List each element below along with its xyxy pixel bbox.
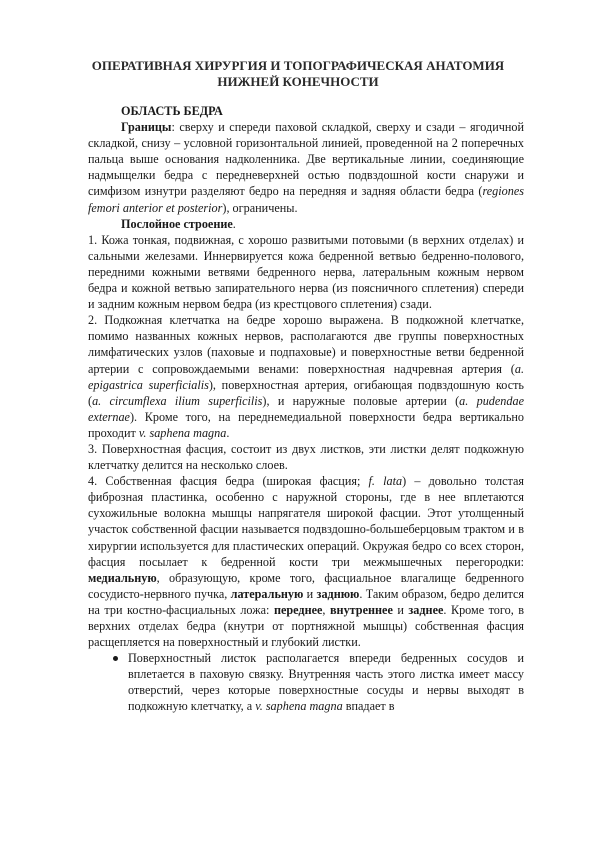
item-4-text-4: и bbox=[303, 586, 317, 601]
item-4-fascia-lata bbox=[88, 473, 524, 650]
list-item bbox=[128, 650, 524, 714]
item-2-latin-4: v. saphena magna bbox=[138, 425, 227, 440]
item-4-text-2: ) – довольно толстая фиброзная пластинка, особенно с наружной стороны, где в нее вплетаются сухожильные волокна мышцы напрягателя широкой фасции. Этот утолщенный участок собственной фасции называется подвздошно-большеберцовым трактом и в хирургии используется для пластических операций. Окружая бедро со всех сторон, фасция посылает к бедренной кости три межмышечных перегородки: bbox=[88, 474, 525, 569]
item-1-skin: 1. Кожа тонкая, подвижная, с хорошо развитыми потовыми (в верхних отделах) и сальными железами. Иннервируется кожа бедренной ветвью бедренно-полового, передними кожными ветвями бедренного нерва, латеральным кожным нервом бедра и кожной ветвью запирательного нерва (из поясничного сплетения) спереди и задним кожным нервом бедра (из крестцового сплетения) сзади. bbox=[88, 232, 524, 312]
borders-latin: regiones femori anterior et posterior bbox=[88, 184, 524, 215]
document-title bbox=[60, 58, 536, 90]
item-2-text-3: ), и наружные половые артерии ( bbox=[262, 393, 460, 408]
title-line-2: НИЖНЕЙ КОНЕЧНОСТИ bbox=[217, 74, 379, 89]
item-4-text-7: и bbox=[392, 602, 409, 617]
bullet-1-latin-1: v. saphena magna bbox=[255, 699, 343, 714]
item-4-text-5: . Таким образом, бедро делится на три костно-фасциальных ложа: bbox=[88, 586, 524, 617]
item-4-text-8: . Кроме того, в верхних отделах бедра (кнутри от портняжной мышцы) собственная фасция расщепляется на поверхностный и глубокий листки. bbox=[88, 602, 524, 650]
item-4-latin-1: f. lata bbox=[368, 474, 403, 489]
item-4-text-6: , bbox=[322, 602, 330, 617]
item-2-latin-2: a. circumflexa ilium superficilis bbox=[92, 393, 263, 408]
borders-text-1: : сверху и спереди паховой складкой, сверху и сзади – ягодичной складкой, снизу – условной горизонтальной линией, проведенной на 2 поперечных пальца выше основания надколенника. Две вертикальные линии, соединяющие надмыщелки бедра с передневерхней остью подвздошной кости снаружи и симфизом изнутри разделяют бедро на передняя и задняя области бедра ( bbox=[88, 120, 524, 199]
item-4-bold-6: заднее bbox=[408, 602, 444, 617]
borders-label: Границы bbox=[121, 120, 172, 135]
item-2-latin-1: a. epigastrica superficialis bbox=[88, 361, 524, 392]
item-2-text-1: 2. Подкожная клетчатка на бедре хорошо выражена. В подкожной клетчатке, помимо названных кожных нервов, располагаются две группы поверхностных лимфатических узлов (паховые и подпаховые) и поверхностные ветви бедренной артерии с сопровождаемыми венами: поверхностная надчревная артерия ( bbox=[88, 313, 524, 376]
borders-paragraph bbox=[88, 119, 524, 216]
item-2-text-4: ). Кроме того, на переднемедиальной поверхности бедра вертикально проходит bbox=[88, 409, 524, 440]
bullet-1-text-2: впадает в bbox=[342, 699, 395, 714]
item-2-subcutaneous bbox=[88, 312, 524, 441]
borders-text-2: ), ограничены. bbox=[222, 200, 298, 215]
item-3-superficial-fascia: 3. Поверхностная фасция, состоит из двух листков, эти листки делят подкожную клетчатку делится на несколько слоев. bbox=[88, 441, 524, 473]
title-line-1: ОПЕРАТИВНАЯ ХИРУРГИЯ И ТОПОГРАФИЧЕСКАЯ АНАТОМИЯ bbox=[91, 58, 505, 73]
item-4-bold-3: заднюю bbox=[316, 586, 360, 601]
item-4-bold-5: внутреннее bbox=[329, 602, 393, 617]
item-2-latin-3: a. pudendae externae bbox=[88, 393, 524, 424]
item-4-text-1: 4. Собственная фасция бедра (широкая фасция; bbox=[88, 474, 369, 489]
section-heading: ОБЛАСТЬ БЕДРА bbox=[121, 104, 223, 118]
bullet-icon bbox=[113, 656, 118, 661]
layers-heading-paragraph bbox=[88, 216, 524, 232]
bullet-1-text-1: Поверхностный листок располагается впереди бедренных сосудов и вплетается в паховую связку. Внутренняя часть этого листка имеет массу отверстий, через которые поверхностные сосуды и нервы выходят в подкожную клетчатку, а bbox=[128, 651, 524, 714]
item-2-text-2: ), поверхностная артерия, огибающая подвздошную кость ( bbox=[88, 377, 524, 408]
item-4-bold-2: латеральную bbox=[230, 586, 304, 601]
layers-heading: Послойное строение bbox=[121, 216, 233, 231]
item-2-text-5: . bbox=[226, 425, 230, 440]
item-4-text-3: , образующую, кроме того, фасциальное влагалище бедренного сосудисто-нервного пучка, bbox=[88, 570, 524, 601]
bullet-list bbox=[88, 650, 524, 714]
item-4-bold-1: медиальную bbox=[88, 570, 157, 585]
item-4-bold-4: переднее bbox=[273, 602, 323, 617]
layers-heading-end: . bbox=[232, 216, 236, 231]
document-body bbox=[88, 103, 524, 715]
